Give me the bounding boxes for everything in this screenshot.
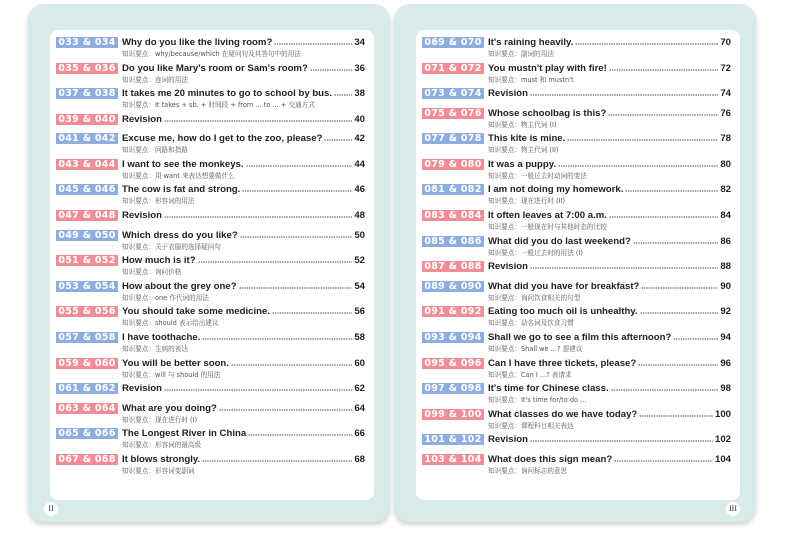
lesson-title: This kite is mine. bbox=[488, 133, 566, 145]
page-number: 38 bbox=[354, 88, 365, 100]
lesson-number-badge: 051 & 052 bbox=[56, 255, 118, 266]
lesson-number-badge: 077 & 078 bbox=[422, 133, 484, 144]
toc-entry[interactable] bbox=[56, 280, 365, 306]
toc-entry-line bbox=[422, 453, 731, 466]
lesson-title: Eating too much oil is unhealthy. bbox=[488, 306, 638, 318]
page-number: 84 bbox=[720, 210, 731, 222]
lesson-title: It blows strongly. bbox=[122, 453, 201, 465]
toc-entry-line bbox=[56, 427, 365, 440]
page-number: 50 bbox=[354, 229, 365, 241]
page-number: 58 bbox=[354, 331, 365, 343]
toc-entry[interactable] bbox=[422, 183, 731, 209]
right-page bbox=[394, 4, 756, 522]
page-number: 98 bbox=[720, 383, 731, 395]
dot-leader bbox=[246, 165, 353, 167]
toc-entry-line bbox=[56, 382, 365, 395]
knowledge-point: 知识要点：动名词及饮食习惯 bbox=[488, 319, 574, 328]
dot-leader bbox=[614, 460, 713, 462]
lesson-number-badge: 085 & 086 bbox=[422, 236, 484, 247]
dot-leader bbox=[639, 415, 713, 417]
toc-entry-line bbox=[56, 331, 365, 344]
lesson-title: The cow is fat and strong. bbox=[122, 184, 241, 196]
page-number: 90 bbox=[720, 280, 731, 292]
dot-leader bbox=[530, 440, 713, 442]
knowledge-point: 知识要点：连词的用法 bbox=[122, 75, 188, 84]
knowledge-point: 知识要点：关于衣服的选择疑问句 bbox=[122, 242, 221, 251]
toc-entry[interactable] bbox=[422, 158, 731, 184]
lesson-number-badge: 069 & 070 bbox=[422, 37, 484, 48]
page-number: 44 bbox=[354, 158, 365, 170]
page-number: 94 bbox=[720, 331, 731, 343]
toc-entry[interactable] bbox=[56, 402, 365, 428]
dot-leader bbox=[231, 364, 352, 366]
left-page bbox=[28, 4, 390, 522]
dot-leader bbox=[164, 216, 352, 218]
lesson-number-badge: 033 & 034 bbox=[56, 37, 118, 48]
toc-entry[interactable] bbox=[422, 107, 731, 133]
knowledge-point: 知识要点：It takes + sb. + 时间段 + from ... to ... + 交通方式 bbox=[122, 101, 315, 110]
lesson-number-badge: 079 & 080 bbox=[422, 159, 484, 170]
dot-leader bbox=[640, 312, 719, 314]
lesson-number-badge: 061 & 062 bbox=[56, 383, 118, 394]
toc-entry[interactable] bbox=[56, 229, 365, 255]
lesson-title: I am not doing my homework. bbox=[488, 184, 624, 196]
knowledge-point: 知识要点：must 和 mustn't bbox=[488, 75, 574, 84]
page-number: 80 bbox=[720, 158, 731, 170]
dot-leader bbox=[164, 120, 352, 122]
toc-entry[interactable] bbox=[422, 408, 731, 434]
toc-entry[interactable] bbox=[56, 183, 365, 209]
lesson-number-badge: 059 & 060 bbox=[56, 358, 118, 369]
dot-leader bbox=[530, 94, 718, 96]
lesson-title: Revision bbox=[122, 383, 162, 395]
lesson-title: It's raining heavily. bbox=[488, 37, 574, 48]
toc-entry[interactable] bbox=[56, 453, 365, 479]
toc-entry[interactable] bbox=[422, 62, 731, 88]
toc-entry[interactable] bbox=[422, 260, 731, 280]
dot-leader bbox=[219, 409, 352, 411]
page-number: 34 bbox=[354, 37, 365, 48]
lesson-title: How much is it? bbox=[122, 255, 196, 267]
dot-leader bbox=[608, 114, 718, 116]
lesson-title: Revision bbox=[488, 434, 528, 446]
toc-entry[interactable] bbox=[56, 427, 365, 453]
page-number: 64 bbox=[354, 402, 365, 414]
lesson-number-badge: 093 & 094 bbox=[422, 332, 484, 343]
lesson-title: What did you do last weekend? bbox=[488, 235, 631, 247]
toc-entry-line bbox=[56, 305, 365, 318]
knowledge-point: 知识要点：形容词的用法 bbox=[122, 197, 195, 206]
lesson-number-badge: 047 & 048 bbox=[56, 210, 118, 221]
dot-leader bbox=[242, 190, 352, 192]
toc-entry[interactable] bbox=[56, 158, 365, 184]
page-number: 88 bbox=[720, 261, 731, 273]
knowledge-point: 知识要点：询问标志的意思 bbox=[488, 466, 568, 475]
lesson-title: Can I have three tickets, please? bbox=[488, 357, 637, 369]
page-number: 76 bbox=[720, 107, 731, 119]
toc-entry-line bbox=[56, 402, 365, 415]
dot-leader bbox=[324, 139, 352, 141]
knowledge-point: 知识要点：副词的用法 bbox=[488, 50, 554, 58]
toc-entry[interactable] bbox=[56, 87, 365, 113]
toc-entry-line bbox=[56, 280, 365, 293]
knowledge-point: 知识要点：询问饮食相关的句型 bbox=[488, 293, 581, 302]
dot-leader bbox=[334, 94, 352, 96]
lesson-title: I have toothache. bbox=[122, 331, 201, 343]
toc-entry-line bbox=[422, 408, 731, 421]
page-number: 78 bbox=[720, 133, 731, 145]
toc-entry-line bbox=[422, 36, 731, 49]
dot-leader bbox=[248, 434, 352, 436]
toc-entry[interactable] bbox=[56, 382, 365, 402]
page-number: 46 bbox=[354, 184, 365, 196]
dot-leader bbox=[558, 165, 718, 167]
lesson-title: I want to see the monkeys. bbox=[122, 158, 244, 170]
page-number: 62 bbox=[354, 383, 365, 395]
lesson-title: You mustn't play with fire! bbox=[488, 62, 607, 74]
knowledge-point: 知识要点：why/because/which 在疑问句及其答句中的用法 bbox=[122, 50, 301, 58]
page-folio-right: III bbox=[726, 502, 740, 516]
lesson-number-badge: 097 & 098 bbox=[422, 383, 484, 394]
lesson-number-badge: 053 & 054 bbox=[56, 281, 118, 292]
page-number: 54 bbox=[354, 280, 365, 292]
lesson-number-badge: 041 & 042 bbox=[56, 133, 118, 144]
lesson-title: Shall we go to see a film this afternoon? bbox=[488, 331, 672, 343]
knowledge-point: 知识要点：Can I ...? 表请求 bbox=[488, 370, 572, 379]
toc-entry-line bbox=[422, 260, 731, 273]
lesson-number-badge: 101 & 102 bbox=[422, 434, 484, 445]
knowledge-point: 知识要点：one 作代词的用法 bbox=[122, 293, 209, 302]
toc-entry-line bbox=[422, 382, 731, 395]
page-number: 40 bbox=[354, 113, 365, 125]
page-number: 86 bbox=[720, 235, 731, 247]
toc-entry-line bbox=[56, 209, 365, 222]
page-number: 72 bbox=[720, 62, 731, 74]
dot-leader bbox=[530, 267, 718, 269]
toc-entry-line bbox=[422, 433, 731, 446]
knowledge-point: 知识要点：should 表示给出建议 bbox=[122, 319, 219, 328]
toc-entry[interactable] bbox=[422, 433, 731, 453]
toc-entry-line bbox=[422, 331, 731, 344]
dot-leader bbox=[575, 43, 718, 45]
toc-entry-line bbox=[422, 209, 731, 222]
toc-entry[interactable] bbox=[422, 453, 731, 479]
dot-leader bbox=[310, 69, 353, 71]
page-number: 52 bbox=[354, 255, 365, 267]
toc-entry-line bbox=[422, 132, 731, 145]
dot-leader bbox=[611, 389, 719, 391]
lesson-number-badge: 075 & 076 bbox=[422, 108, 484, 119]
toc-entry-line bbox=[56, 87, 365, 100]
toc-entry-line bbox=[56, 113, 365, 126]
lesson-number-badge: 055 & 056 bbox=[56, 306, 118, 317]
contents-panel-right bbox=[416, 30, 740, 500]
knowledge-point: 知识要点：现在进行时 (I) bbox=[122, 415, 198, 424]
lesson-number-badge: 103 & 104 bbox=[422, 454, 484, 465]
page-number: 102 bbox=[714, 434, 731, 446]
toc-entry-line bbox=[56, 158, 365, 171]
toc-entry-line bbox=[422, 280, 731, 293]
lesson-title: Revision bbox=[488, 88, 528, 100]
dot-leader bbox=[641, 287, 718, 289]
knowledge-point: 知识要点：Shall we ...? 提建议 bbox=[488, 344, 583, 353]
lesson-title: What did you have for breakfast? bbox=[488, 280, 640, 292]
toc-entry-line bbox=[56, 229, 365, 242]
lesson-number-badge: 043 & 044 bbox=[56, 159, 118, 170]
lesson-number-badge: 063 & 064 bbox=[56, 403, 118, 414]
toc-entry[interactable] bbox=[56, 254, 365, 280]
dot-leader bbox=[198, 261, 353, 263]
knowledge-point: 知识要点：用 want 来表达想要做什么 bbox=[122, 171, 235, 180]
lesson-number-badge: 049 & 050 bbox=[56, 230, 118, 241]
toc-entry-line bbox=[422, 87, 731, 100]
toc-entry-line bbox=[56, 453, 365, 466]
lesson-title: Why do you like the living room? bbox=[122, 37, 273, 48]
lesson-number-badge: 073 & 074 bbox=[422, 88, 484, 99]
page-number: 82 bbox=[720, 184, 731, 196]
dot-leader bbox=[240, 236, 353, 238]
lesson-title: The Longest River in China bbox=[122, 428, 247, 440]
lesson-title: Whose schoolbag is this? bbox=[488, 107, 607, 119]
lesson-number-badge: 065 & 066 bbox=[56, 428, 118, 439]
page-number: 36 bbox=[354, 62, 365, 74]
page-number: 42 bbox=[354, 133, 365, 145]
knowledge-point: 知识要点：一般过去时的用法 (I) bbox=[488, 248, 583, 257]
knowledge-point: 知识要点：It's time for/to do ... bbox=[488, 396, 587, 405]
lesson-title: How about the grey one? bbox=[122, 280, 237, 292]
dot-leader bbox=[625, 190, 718, 192]
knowledge-point: 知识要点：问路和指路 bbox=[122, 146, 188, 155]
lesson-number-badge: 089 & 090 bbox=[422, 281, 484, 292]
lesson-number-badge: 035 & 036 bbox=[56, 63, 118, 74]
lesson-number-badge: 087 & 088 bbox=[422, 261, 484, 272]
lesson-number-badge: 099 & 100 bbox=[422, 409, 484, 420]
lesson-title: It takes me 20 minutes to go to school by bus. bbox=[122, 88, 333, 100]
dot-leader bbox=[638, 364, 718, 366]
toc-entry-line bbox=[422, 235, 731, 248]
toc-entry[interactable] bbox=[422, 357, 731, 383]
toc-list-left bbox=[56, 36, 365, 478]
toc-entry-line bbox=[422, 183, 731, 196]
page-number: 74 bbox=[720, 88, 731, 100]
dot-leader bbox=[567, 139, 718, 141]
knowledge-point: 知识要点：课程科目相关表达 bbox=[488, 421, 574, 430]
page-number: 70 bbox=[720, 37, 731, 48]
knowledge-point: 知识要点：物主代词 (II) bbox=[488, 146, 559, 155]
page-number: 96 bbox=[720, 357, 731, 369]
knowledge-point: 知识要点：询问价格 bbox=[122, 268, 182, 277]
lesson-title: You will be better soon. bbox=[122, 357, 229, 369]
lesson-title: Do you like Mary's room or Sam's room? bbox=[122, 62, 308, 74]
toc-entry[interactable] bbox=[422, 382, 731, 408]
toc-entry-line bbox=[422, 107, 731, 120]
dot-leader bbox=[274, 43, 352, 45]
lesson-title: Revision bbox=[122, 210, 162, 222]
dot-leader bbox=[272, 312, 352, 314]
dot-leader bbox=[202, 338, 352, 340]
toc-entry[interactable] bbox=[56, 62, 365, 88]
toc-entry[interactable] bbox=[56, 209, 365, 229]
lesson-number-badge: 095 & 096 bbox=[422, 358, 484, 369]
page-number: 56 bbox=[354, 306, 365, 318]
lesson-title: Excuse me, how do I get to the zoo, please? bbox=[122, 133, 323, 145]
toc-entry-line bbox=[56, 132, 365, 145]
dot-leader bbox=[633, 242, 718, 244]
toc-entry-line bbox=[56, 62, 365, 75]
toc-entry[interactable] bbox=[422, 331, 731, 357]
toc-entry[interactable] bbox=[56, 36, 365, 62]
lesson-title: Revision bbox=[488, 261, 528, 273]
lesson-number-badge: 039 & 040 bbox=[56, 114, 118, 125]
knowledge-point: 知识要点：一般现在时与其他时态的比较 bbox=[488, 223, 607, 232]
lesson-number-badge: 071 & 072 bbox=[422, 63, 484, 74]
toc-entry-line bbox=[56, 254, 365, 267]
knowledge-point: 知识要点：will 与 should 的用法 bbox=[122, 370, 221, 379]
toc-entry[interactable] bbox=[422, 87, 731, 107]
lesson-number-badge: 057 & 058 bbox=[56, 332, 118, 343]
lesson-number-badge: 081 & 082 bbox=[422, 184, 484, 195]
toc-entry-line bbox=[56, 183, 365, 196]
page-number: 68 bbox=[354, 453, 365, 465]
lesson-title: It's time for Chinese class. bbox=[488, 383, 609, 395]
lesson-number-badge: 067 & 068 bbox=[56, 454, 118, 465]
lesson-number-badge: 045 & 046 bbox=[56, 184, 118, 195]
lesson-title: What does this sign mean? bbox=[488, 453, 613, 465]
toc-entry[interactable] bbox=[422, 280, 731, 306]
toc-entry-line bbox=[422, 62, 731, 75]
lesson-number-badge: 091 & 092 bbox=[422, 306, 484, 317]
lesson-title: What are you doing? bbox=[122, 402, 217, 414]
toc-entry-line bbox=[56, 357, 365, 370]
dot-leader bbox=[202, 460, 352, 462]
contents-panel-left bbox=[50, 30, 374, 500]
dot-leader bbox=[609, 216, 718, 218]
toc-entry[interactable] bbox=[56, 132, 365, 158]
page-number: 48 bbox=[354, 210, 365, 222]
dot-leader bbox=[239, 287, 353, 289]
toc-entry-line bbox=[56, 36, 365, 49]
knowledge-point: 知识要点：形容词的最高级 bbox=[122, 441, 202, 450]
toc-entry[interactable] bbox=[422, 36, 731, 62]
toc-entry-line bbox=[422, 158, 731, 171]
dot-leader bbox=[673, 338, 718, 340]
toc-entry[interactable] bbox=[422, 235, 731, 261]
page-number: 60 bbox=[354, 357, 365, 369]
lesson-title: You should take some medicine. bbox=[122, 306, 271, 318]
toc-entry[interactable] bbox=[56, 357, 365, 383]
page-number: 92 bbox=[720, 306, 731, 318]
toc-list-right bbox=[422, 36, 731, 478]
toc-entry[interactable] bbox=[56, 113, 365, 133]
knowledge-point: 知识要点：形容词变副词 bbox=[122, 466, 195, 475]
lesson-title: Which dress do you like? bbox=[122, 229, 238, 241]
lesson-title: What classes do we have today? bbox=[488, 408, 638, 420]
dot-leader bbox=[609, 69, 718, 71]
toc-entry[interactable] bbox=[422, 305, 731, 331]
knowledge-point: 知识要点：现在进行时 (II) bbox=[488, 197, 566, 206]
page-number: 100 bbox=[714, 408, 731, 420]
toc-entry-line bbox=[422, 357, 731, 370]
page-number: 104 bbox=[714, 453, 731, 465]
knowledge-point: 知识要点：生病的表达 bbox=[122, 344, 188, 353]
knowledge-point: 知识要点：物主代词 (I) bbox=[488, 120, 557, 129]
lesson-title: It often leaves at 7:00 a.m. bbox=[488, 210, 607, 222]
page-number: 66 bbox=[354, 428, 365, 440]
lesson-number-badge: 037 & 038 bbox=[56, 88, 118, 99]
knowledge-point: 知识要点：一般过去时动词的变法 bbox=[488, 171, 587, 180]
lesson-number-badge: 083 & 084 bbox=[422, 210, 484, 221]
toc-entry-line bbox=[422, 305, 731, 318]
toc-entry[interactable] bbox=[422, 132, 731, 158]
toc-entry[interactable] bbox=[56, 331, 365, 357]
page-folio-left: II bbox=[44, 502, 58, 516]
toc-entry[interactable] bbox=[56, 305, 365, 331]
dot-leader bbox=[164, 389, 352, 391]
lesson-title: It was a puppy. bbox=[488, 158, 557, 170]
toc-entry[interactable] bbox=[422, 209, 731, 235]
lesson-title: Revision bbox=[122, 113, 162, 125]
